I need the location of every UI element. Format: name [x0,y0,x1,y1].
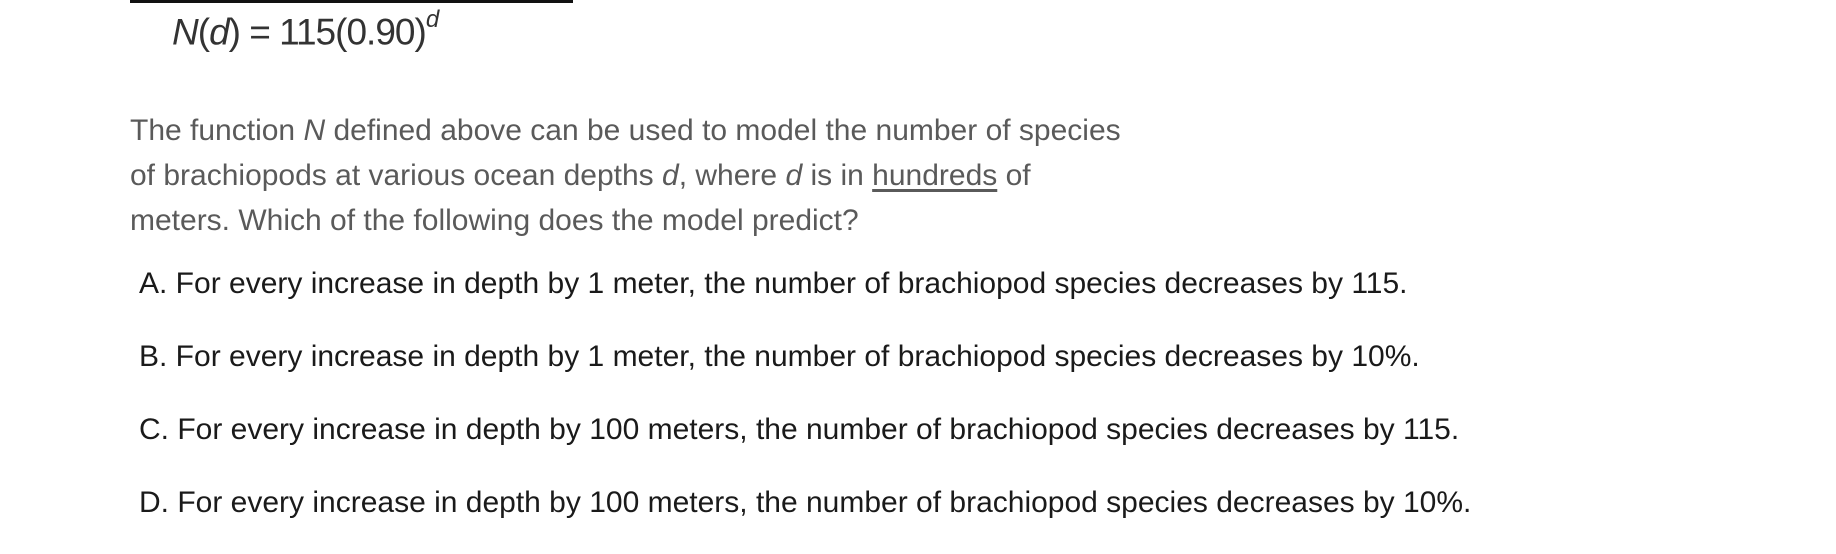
formula-function-name: N [172,11,198,53]
question-text-part: defined above can be used to model the number of species [325,114,1121,147]
question-text-part: , where [678,159,786,192]
question-text-part: N [303,114,326,147]
question-text-part: is in [802,159,873,192]
formula-exponent: d [425,6,439,33]
answer-option-b[interactable]: B. For every increase in depth by 1 meter, the number of brachiopod species decreases by 10%. [139,340,1420,373]
question-text-part: of brachiopods at various ocean depths [130,159,663,192]
formula-equals: = [249,11,270,53]
question-text-part: d [785,159,803,192]
question-line-2 [130,153,1280,198]
formula-coefficient: 115 [279,11,336,53]
formula-base: 0.90 [346,11,415,53]
question-text-part: of [997,159,1031,192]
question-line-1 [130,108,1280,153]
answer-options [139,262,1471,554]
answer-option-a[interactable]: A. For every increase in depth by 1 meter, the number of brachiopod species decreases by 115. [139,267,1408,300]
formula-variable: d [209,11,229,53]
answer-option-d[interactable]: D. For every increase in depth by 100 meters, the number of brachiopod species decreases by 10%. [139,486,1472,519]
answer-option-c[interactable]: C. For every increase in depth by 100 meters, the number of brachiopod species decreases by 115. [139,413,1460,446]
question-text-part: hundreds [872,159,998,192]
question-text-part: The function [130,114,304,147]
question-text-part: d [662,159,679,192]
formula: $N(d) = 115(0.90)^d$ [172,6,439,53]
question-line-3: meters. Which of the following does the model predict? [130,204,859,237]
question-text [130,108,1280,243]
